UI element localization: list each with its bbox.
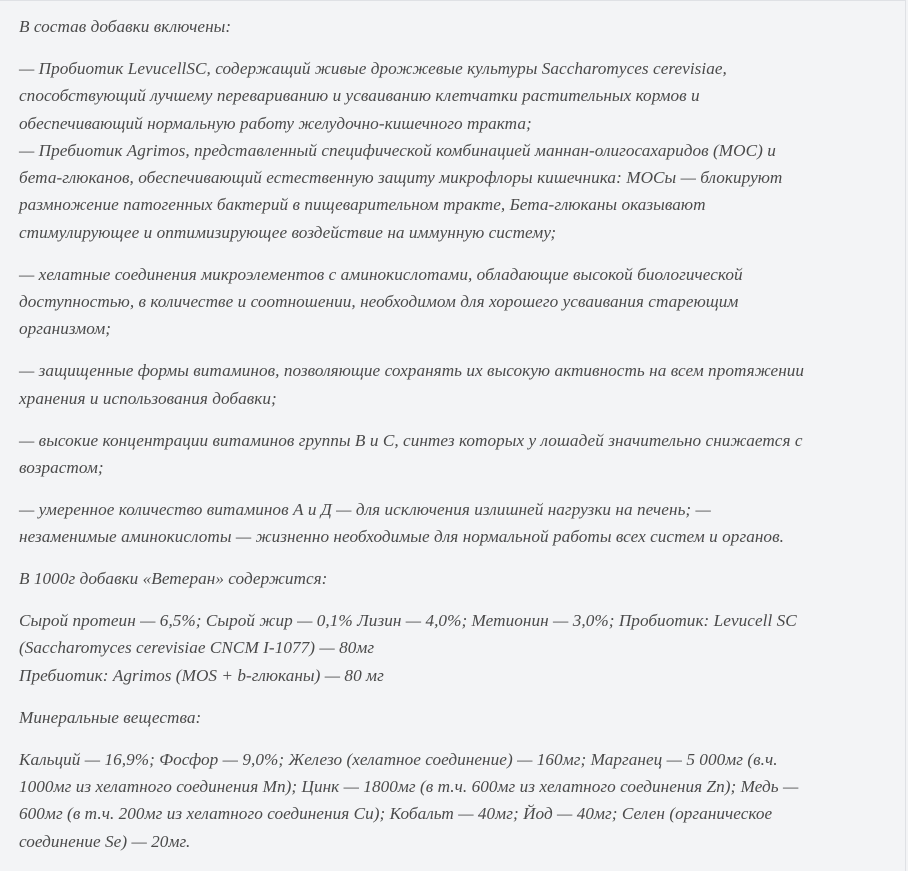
text-line: — умеренное количество витаминов А и Д — для исключения излишней нагрузки на печень; — xyxy=(19,499,711,519)
document-content xyxy=(19,13,891,855)
text-line: хранения и использования добавки; xyxy=(19,388,277,408)
text-line: обеспечивающий нормальную работу желудочно-кишечного тракта; xyxy=(19,113,532,133)
text-line: В состав добавки включены: xyxy=(19,17,232,36)
paragraph-composition xyxy=(19,607,891,689)
text-line: стимулирующее и оптимизирующее воздействие на иммунную систему; xyxy=(19,222,557,242)
text-line: соединение Se) — 20мг. xyxy=(19,831,191,851)
text-line: Сырой протеин — 6,5%; Сырой жир — 0,1% Лизин — 4,0%; Метионин — 3,0%; Пробиотик: Levucell SC xyxy=(19,611,797,631)
paragraph-probiotic-prebiotic xyxy=(19,55,891,246)
text-line: Кальций — 16,9%; Фосфор — 9,0%; Железо (хелатное соединение) — 160мг; Марганец — 5 000мг (в.ч. xyxy=(19,749,778,769)
text-line: — защищенные формы витаминов, позволяющие сохранять их высокую активность на всем протяжении xyxy=(19,361,805,381)
text-line: возрастом; xyxy=(19,457,104,477)
paragraph-intro xyxy=(19,13,891,40)
paragraph-vitamins-a-d xyxy=(19,496,891,551)
text-line: организмом; xyxy=(19,319,112,339)
text-line: способствующий лучшему перевариванию и усваиванию клетчатки растительных кормов и xyxy=(19,86,700,106)
paragraph-contents-heading xyxy=(19,565,891,592)
text-line: — высокие концентрации витаминов группы В и С, синтез которых у лошадей значительно снижается с xyxy=(19,430,803,450)
text-line: (Saccharomyces cerevisiae CNCM I-1077) — 80мг xyxy=(19,638,375,658)
text-line: — Пробиотик LevucellSC, содержащий живые дрожжевые культуры Saccharomyces cerevisiae, xyxy=(19,58,727,78)
paragraph-chelates xyxy=(19,261,891,343)
text-line: 600мг (в т.ч. 200мг из хелатного соединения Cu); Кобальт — 40мг; Йод — 40мг; Селен (органическое xyxy=(19,804,773,824)
paragraph-vitamins-b-c xyxy=(19,427,891,482)
text-line: Пребиотик: Agrimos (MOS + b-глюканы) — 80 мг xyxy=(19,665,384,685)
paragraph-minerals xyxy=(19,746,891,855)
text-line: незаменимые аминокислоты — жизненно необходимые для нормальной работы всех систем и органов. xyxy=(19,527,784,547)
text-line: бета-глюканов, обеспечивающий естественную защиту микрофлоры кишечника: МОСы — блокируют xyxy=(19,168,783,188)
text-line: 1000мг из хелатного соединения Mn); Цинк — 1800мг (в т.ч. 600мг из хелатного соединения Zn); Медь — xyxy=(19,777,799,797)
text-line: размножение патогенных бактерий в пищеварительном тракте, Бета-глюканы оказывают xyxy=(19,195,706,215)
text-line: — Пребиотик Agrimos, представленный специфической комбинацией маннан-олигосахаридов (МОС) и xyxy=(19,140,776,160)
text-line: — хелатные соединения микроэлементов с аминокислотами, обладающие высокой биологической xyxy=(19,264,743,284)
text-line: В 1000г добавки «Ветеран» содержится: xyxy=(19,569,328,589)
text-line: Минеральные вещества: xyxy=(19,707,202,727)
paragraph-vitamins-protected xyxy=(19,357,891,412)
text-line: доступностью, в количестве и соотношении, необходимом для хорошего усваивания стареющим xyxy=(19,292,739,312)
paragraph-minerals-heading xyxy=(19,704,891,731)
